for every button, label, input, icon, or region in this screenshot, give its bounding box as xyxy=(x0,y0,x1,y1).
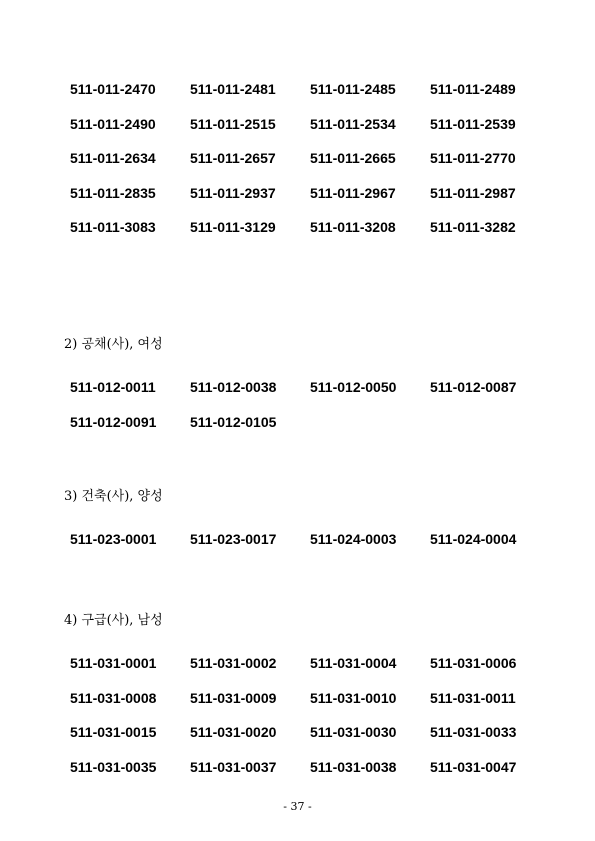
code-item: 511-011-3129 xyxy=(190,219,276,235)
code-item: 511-031-0011 xyxy=(430,689,516,706)
section-heading-4: 4) 구급(사), 남성 xyxy=(64,613,163,628)
code-item: 511-031-0035 xyxy=(70,758,157,775)
code-item: 511-031-0009 xyxy=(190,689,277,706)
code-item: 511-031-0020 xyxy=(190,724,277,740)
code-item: 511-011-2470 xyxy=(70,81,156,97)
section-heading-3: 3) 건축(사), 양성 xyxy=(64,489,163,504)
code-item: 511-031-0004 xyxy=(310,655,397,671)
code-item: 511-012-0091 xyxy=(70,413,157,430)
code-item: 511-012-0087 xyxy=(430,379,517,395)
code-item: 511-011-2967 xyxy=(310,184,396,201)
code-grid-section-1 xyxy=(70,72,550,245)
code-item: 511-011-2489 xyxy=(430,81,516,97)
code-item: 511-031-0047 xyxy=(430,758,517,775)
code-item: 511-012-0038 xyxy=(190,379,277,395)
code-item: 511-031-0008 xyxy=(70,689,157,706)
code-item: 511-011-2657 xyxy=(190,150,276,166)
code-item: 511-023-0001 xyxy=(70,531,157,547)
code-item: 511-011-2665 xyxy=(310,150,396,166)
code-item: 511-031-0001 xyxy=(70,655,157,671)
code-item: 511-012-0105 xyxy=(190,413,277,430)
code-item: 511-031-0006 xyxy=(430,655,517,671)
code-item: 511-011-2481 xyxy=(190,81,276,97)
code-grid-section-3 xyxy=(70,522,550,557)
code-item: 511-011-2770 xyxy=(430,150,516,166)
code-item: 511-011-2987 xyxy=(430,184,516,201)
code-item: 511-011-3083 xyxy=(70,219,156,235)
code-item: 511-011-2515 xyxy=(190,115,276,132)
code-item: 511-011-3282 xyxy=(430,219,516,235)
code-item: 511-031-0033 xyxy=(430,724,517,740)
code-item: 511-031-0002 xyxy=(190,655,277,671)
code-item: 511-011-2634 xyxy=(70,150,156,166)
code-item: 511-031-0030 xyxy=(310,724,397,740)
code-item: 511-024-0003 xyxy=(310,531,397,547)
code-item: 511-011-2539 xyxy=(430,115,516,132)
code-item: 511-011-2835 xyxy=(70,184,156,201)
code-item: 511-031-0015 xyxy=(70,724,157,740)
code-item: 511-024-0004 xyxy=(430,531,517,547)
code-item: 511-031-0038 xyxy=(310,758,397,775)
code-item: 511-011-2534 xyxy=(310,115,396,132)
code-item: 511-031-0010 xyxy=(310,689,397,706)
code-item: 511-031-0037 xyxy=(190,758,277,775)
code-item: 511-023-0017 xyxy=(190,531,277,547)
code-grid-section-4 xyxy=(70,646,550,784)
code-item: 511-011-2485 xyxy=(310,81,396,97)
code-item: 511-011-2937 xyxy=(190,184,276,201)
code-item: 511-011-2490 xyxy=(70,115,156,132)
section-heading-2: 2) 공채(사), 여성 xyxy=(64,337,163,352)
code-item: 511-011-3208 xyxy=(310,219,396,235)
code-item: 511-012-0050 xyxy=(310,379,397,395)
code-item: 511-012-0011 xyxy=(70,379,156,395)
code-grid-section-2 xyxy=(70,370,550,439)
page-number: - 37 - xyxy=(283,800,312,813)
